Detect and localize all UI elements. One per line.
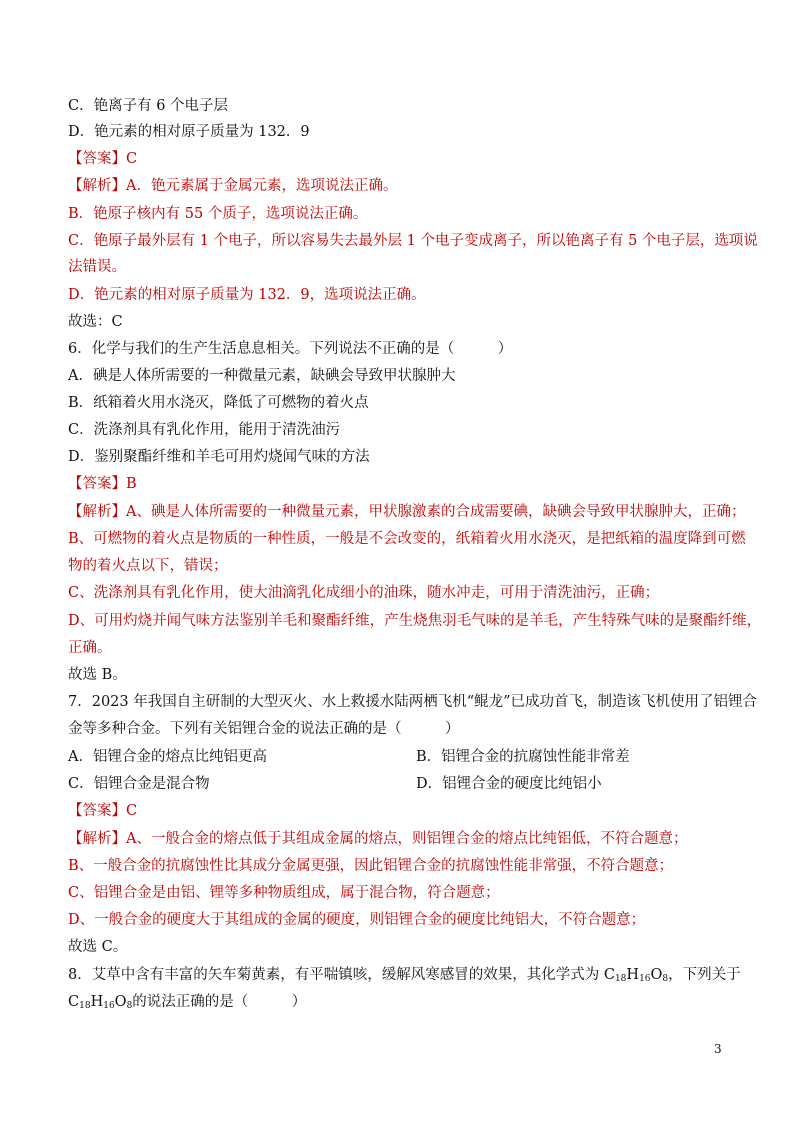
q7-stem-line1: 7．2023 年我国自主研制的大型灭火、水上救援水陆两栖飞机“鲲龙”已成功首飞，制造该飞机使用了铝锂合 [68, 694, 758, 710]
q7-option-d: D．铝锂合金的硬度比纯铝小 [416, 776, 602, 792]
q8-stem-tail: ，下列关于 [668, 967, 741, 983]
q6-explanation-d-line2: 正确。 [68, 640, 112, 656]
q5-answer: 【答案】C [68, 151, 138, 167]
q6-explanation-b-line2: 物的着火点以下，错误； [68, 558, 228, 574]
q5-choice: 故选：C [68, 314, 123, 330]
q5-explanation-c-line2: 法错误。 [68, 259, 126, 275]
q5-option-c: C．铯离子有 6 个电子层 [68, 98, 229, 114]
q7-option-a: A．铝锂合金的熔点比纯铝更高 [68, 749, 267, 765]
q7-explanation-d: D、一般合金的硬度大于其组成的金属的硬度，则铝锂合金的硬度比纯铝大，不符合题意； [68, 912, 646, 928]
q8-stem-line1 [68, 965, 741, 985]
chemical-formula: $C_{18}H_{16}O_8$ [68, 994, 133, 1011]
q6-option-c: C．洗涤剂具有乳化作用，能用于清洗油污 [68, 422, 341, 438]
q7-explanation-c: C、铝锂合金是由铝、锂等多种物质组成，属于混合物，符合题意； [68, 885, 500, 901]
q5-explanation-d: D．铯元素的相对原子质量为 132．9，选项说法正确。 [68, 287, 426, 303]
chemical-formula: $C_{18}H_{16}O_8$ [603, 967, 669, 984]
q5-explanation-a: 【解析】A．铯元素属于金属元素，选项说法正确。 [68, 178, 398, 194]
q7-options-row1 [68, 747, 732, 767]
q7-explanation-b: B、一般合金的抗腐蚀性比其成分金属更强，因此铝锂合金的抗腐蚀性能非常强，不符合题意； [68, 858, 674, 874]
q6-stem: 6．化学与我们的生产生活息息相关。下列说法不正确的是（ ） [68, 341, 513, 357]
q8-stem-line2 [68, 992, 732, 1012]
q6-choice: 故选 B。 [68, 667, 127, 683]
q6-option-a: A．碘是人体所需要的一种微量元素，缺碘会导致甲状腺肿大 [68, 368, 456, 384]
q6-explanation-c: C、洗涤剂具有乳化作用，使大油滴乳化成细小的油珠，随水冲走，可用于清洗油污，正确； [68, 585, 660, 601]
q7-option-c: C．铝锂合金是混合物 [68, 776, 210, 792]
q7-options-row2 [68, 774, 732, 794]
q6-answer: 【答案】B [68, 476, 137, 492]
page-number: 3 [714, 1042, 722, 1056]
q5-explanation-b: B．铯原子核内有 55 个质子，选项说法正确。 [68, 206, 368, 222]
q6-explanation-d-line1: D、可用灼烧并闻气味方法鉴别羊毛和聚酯纤维，产生烧焦羽毛气味的是羊毛，产生特殊气味的是聚酯纤维， [68, 613, 762, 629]
q8-stem-end: 的说法正确的是（ ） [132, 994, 307, 1010]
q7-stem-line2: 金等多种合金。下列有关铝锂合金的说法正确的是（ ） [68, 721, 460, 737]
q6-explanation-b-line1: B、可燃物的着火点是物质的一种性质，一般是不会改变的，纸箱着火用水浇灭，是把纸箱的温度降到可燃 [68, 531, 746, 547]
q6-option-b: B．纸箱着火用水浇灭，降低了可燃物的着火点 [68, 395, 369, 411]
q7-choice: 故选 C。 [68, 939, 128, 955]
q6-explanation-a: 【解析】A、碘是人体所需要的一种微量元素，甲状腺激素的合成需要碘，缺碘会导致甲状腺肿大，正确； [68, 504, 746, 520]
q7-explanation-a: 【解析】A、一般合金的熔点低于其组成金属的熔点，则铝锂合金的熔点比纯铝低，不符合题意； [68, 831, 688, 847]
q7-option-b: B．铝锂合金的抗腐蚀性能非常差 [416, 749, 630, 765]
q5-explanation-c-line1: C．铯原子最外层有 1 个电子，所以容易失去最外层 1 个电子变成离子，所以铯离子有 5 个电子层，选项说 [68, 233, 758, 249]
q6-option-d: D．鉴别聚酯纤维和羊毛可用灼烧闻气味的方法 [68, 449, 370, 465]
q5-option-d: D．铯元素的相对原子质量为 132．9 [68, 124, 310, 140]
q7-answer: 【答案】C [68, 803, 138, 819]
q8-stem-lead: 8．艾草中含有丰富的矢车菊黄素，有平喘镇咳，缓解风寒感冒的效果，其化学式为 [68, 967, 604, 983]
